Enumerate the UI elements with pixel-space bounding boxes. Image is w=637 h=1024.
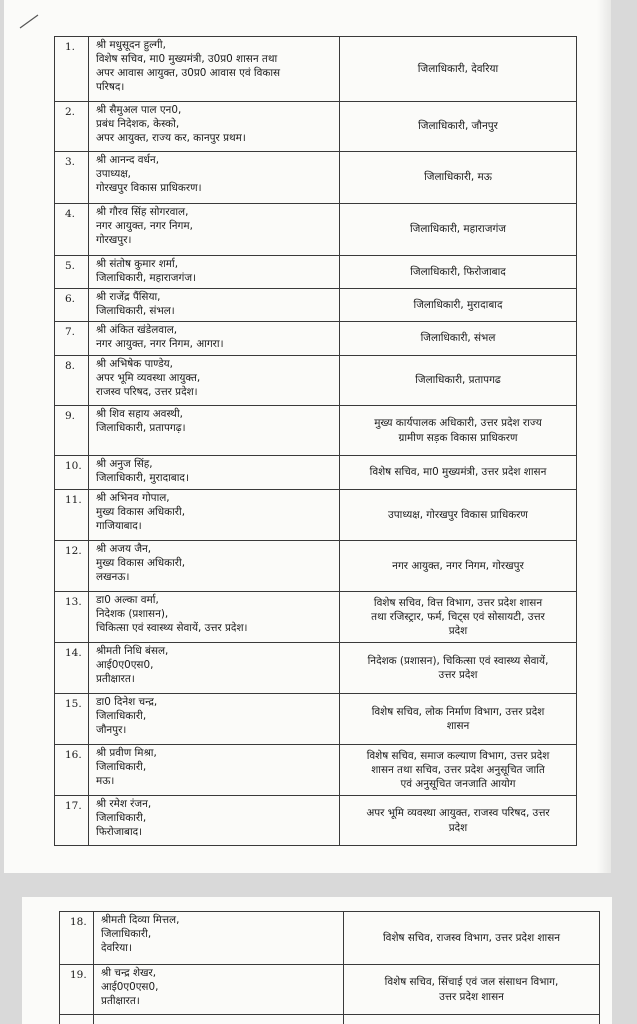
serial-number: 9. <box>55 406 89 456</box>
new-posting <box>344 965 600 1015</box>
posting-line: विशेष सचिव, समाज कल्याण विभाग, उत्तर प्रदेश <box>366 749 550 762</box>
officer-name-current-post <box>89 256 340 289</box>
new-posting <box>340 541 577 592</box>
officer-line: परिषद। <box>96 81 125 94</box>
transfer-table-continued <box>59 911 600 1024</box>
officer-name-current-post <box>94 1015 344 1024</box>
serial-number: 7. <box>55 322 89 356</box>
officer-name-current-post <box>94 912 344 965</box>
officer-line: श्री अजय जैन, <box>96 543 152 555</box>
new-posting <box>340 37 577 102</box>
officer-line: श्री अभिनव गोपाल, <box>96 492 170 504</box>
new-posting <box>340 456 577 490</box>
new-posting <box>344 912 600 965</box>
officer-name-current-post <box>89 406 340 456</box>
new-posting <box>340 592 577 643</box>
serial-number: 6. <box>55 289 89 322</box>
serial-number: 5. <box>55 256 89 289</box>
officer-line: विशेष सचिव, मा0 मुख्यमंत्री, उ0प्र0 शासन तथा <box>96 53 278 66</box>
officer-line: श्रीमती दिव्या मित्तल, <box>101 914 180 926</box>
officer-line: श्री गौरव सिंह सोगरवाल, <box>96 206 189 218</box>
officer-line: जिलाधिकारी, मुरादाबाद। <box>96 472 189 485</box>
officer-name-current-post <box>89 456 340 490</box>
posting-line: विशेष सचिव, सिंचाई एवं जल संसाधन विभाग, <box>384 976 559 989</box>
officer-name-current-post <box>89 643 340 694</box>
table-row <box>55 152 577 204</box>
serial-number: 16. <box>55 745 89 796</box>
officer-name-current-post <box>89 204 340 256</box>
officer-name-current-post <box>89 592 340 643</box>
officer-line: नगर आयुक्त, नगर निगम, आगरा। <box>96 338 224 351</box>
page-edge <box>597 0 611 873</box>
posting-line: जिलाधिकारी, फिरोजाबाद <box>410 265 506 278</box>
officer-line: जिलाधिकारी, <box>96 812 147 825</box>
officer-line: श्री आनन्द वर्धन, <box>96 154 160 166</box>
serial-number <box>60 1015 94 1024</box>
officer-line: जिलाधिकारी, <box>101 928 152 941</box>
posting-line: ग्रामीण सड़क विकास प्राधिकरण <box>398 431 518 444</box>
officer-line: डा0 दिनेश चन्द्र, <box>96 696 158 708</box>
officer-line: राजस्व परिषद, उत्तर प्रदेश। <box>96 386 198 399</box>
officer-line: प्रतीक्षारत। <box>101 995 140 1008</box>
new-posting <box>340 289 577 322</box>
officer-line: देवरिया। <box>101 942 132 955</box>
officer-line: श्री अंकित खंडेलवाल, <box>96 324 178 336</box>
posting-line: जिलाधिकारी, देवरिया <box>417 62 499 75</box>
posting-line: अपर भूमि व्यवस्था आयुक्त, राजस्व परिषद, उत्तर <box>366 807 550 820</box>
transfer-table <box>54 36 577 846</box>
posting-line: प्रदेश <box>448 821 468 834</box>
officer-line: श्री रमेश रंजन, <box>96 798 152 810</box>
officer-line: मुख्य विकास अधिकारी, <box>96 557 186 570</box>
serial-number: 8. <box>55 356 89 406</box>
table-row <box>55 643 577 694</box>
officer-name-current-post <box>89 694 340 745</box>
officer-line: चिकित्सा एवं स्वास्थ्य सेवायें, उत्तर प्रदेश। <box>96 622 248 635</box>
officer-line: गोरखपुर विकास प्राधिकरण। <box>96 182 202 195</box>
officer-line: निदेशक (प्रशासन), <box>96 608 169 621</box>
pen-mark-icon <box>18 12 40 30</box>
table-row <box>60 965 600 1015</box>
officer-line: आई0ए0एस0, <box>96 659 154 672</box>
posting-line: उत्तर प्रदेश शासन <box>439 990 504 1003</box>
officer-line: श्री अभिषेक पाण्डेय, <box>96 358 173 370</box>
posting-line: निदेशक (प्रशासन), चिकित्सा एवं स्वास्थ्य सेवायें, <box>367 654 549 667</box>
officer-name-current-post <box>89 322 340 356</box>
new-posting <box>340 745 577 796</box>
posting-line: उपाध्यक्ष, गोरखपुर विकास प्राधिकरण <box>388 508 528 521</box>
officer-line: जिलाधिकारी, संभल। <box>96 305 175 318</box>
serial-number: 18. <box>60 912 94 965</box>
posting-line: जिलाधिकारी, जौनपुर <box>418 120 498 133</box>
serial-number: 13. <box>55 592 89 643</box>
posting-line: उत्तर प्रदेश <box>438 669 478 681</box>
table-row <box>55 406 577 456</box>
officer-line: अपर भूमि व्यवस्था आयुक्त, <box>96 372 201 385</box>
officer-line: जिलाधिकारी, <box>96 710 147 723</box>
officer-line: फिरोजाबाद। <box>96 826 143 839</box>
officer-line: जिलाधिकारी, प्रतापगढ़। <box>96 422 186 435</box>
posting-line: शासन तथा सचिव, उत्तर प्रदेश अनुसूचित जाति <box>371 763 545 776</box>
officer-line: प्रतीक्षारत। <box>96 673 135 686</box>
officer-name-current-post <box>89 152 340 204</box>
posting-line: तथा रजिस्ट्रार, फर्म, चिट्स एवं सोसायटी, उत्तर <box>371 610 545 623</box>
posting-line: जिलाधिकारी, मुरादाबाद <box>413 298 503 311</box>
new-posting <box>340 204 577 256</box>
document-page-1 <box>4 0 611 873</box>
table-row <box>55 694 577 745</box>
new-posting <box>344 1015 600 1024</box>
officer-line: जिलाधिकारी, महाराजगंज। <box>96 272 197 285</box>
officer-line: श्री प्रवीण मिश्रा, <box>96 747 157 759</box>
serial-number: 17. <box>55 796 89 846</box>
officer-name-current-post <box>94 965 344 1015</box>
table-row <box>55 256 577 289</box>
table-row <box>55 490 577 541</box>
new-posting <box>340 406 577 456</box>
officer-line: मुख्य विकास अधिकारी, <box>96 506 186 519</box>
serial-number: 11. <box>55 490 89 541</box>
table-row <box>60 1015 600 1024</box>
new-posting <box>340 256 577 289</box>
serial-number: 2. <box>55 102 89 152</box>
officer-name-current-post <box>89 541 340 592</box>
officer-line: श्री राजेंद्र पैंसिया, <box>96 291 161 303</box>
officer-line: प्रबंध निदेशक, केस्को, <box>96 118 180 131</box>
table-row <box>55 592 577 643</box>
officer-line: जिलाधिकारी, <box>96 761 147 774</box>
serial-number: 14. <box>55 643 89 694</box>
new-posting <box>340 322 577 356</box>
posting-line: विशेष सचिव, वित्त विभाग, उत्तर प्रदेश शासन <box>373 596 543 609</box>
officer-line: श्रीमती निधि बंसल, <box>96 645 169 657</box>
posting-line: जिलाधिकारी, मऊ <box>424 171 492 184</box>
posting-line: मुख्य कार्यपालक अधिकारी, उत्तर प्रदेश राज्य <box>374 417 542 430</box>
officer-line: गोरखपुर। <box>96 234 132 247</box>
posting-line: जिलाधिकारी, संभल <box>420 332 496 345</box>
officer-line: श्री अनुज सिंह, <box>96 458 153 470</box>
posting-line: जिलाधिकारी, प्रतापगढ <box>415 374 501 387</box>
serial-number: 12. <box>55 541 89 592</box>
officer-name-current-post <box>89 102 340 152</box>
posting-line: जिलाधिकारी, महाराजगंज <box>409 223 507 236</box>
new-posting <box>340 490 577 541</box>
officer-name-current-post <box>89 796 340 846</box>
officer-line: गाजियाबाद। <box>96 520 142 533</box>
officer-line: लखनऊ। <box>96 571 130 584</box>
transfer-table-body <box>55 37 577 846</box>
officer-line: श्री संतोष कुमार शर्मा, <box>96 258 179 270</box>
officer-line: मऊ। <box>96 775 115 788</box>
posting-line: प्रदेश <box>448 625 468 638</box>
serial-number: 3. <box>55 152 89 204</box>
table-row <box>55 356 577 406</box>
officer-name-current-post <box>89 356 340 406</box>
table-row <box>55 102 577 152</box>
officer-line: अपर आवास आयुक्त, उ0प्र0 आवास एवं विकास <box>96 67 281 80</box>
table-row <box>55 456 577 490</box>
officer-line: श्री शिव सहाय अवस्थी, <box>96 408 183 420</box>
officer-name-current-post <box>89 745 340 796</box>
posting-line: विशेष सचिव, मा0 मुख्यमंत्री, उत्तर प्रदेश शासन <box>369 466 547 479</box>
table-row <box>55 745 577 796</box>
officer-line: जौनपुर। <box>96 724 127 737</box>
officer-line: उपाध्यक्ष, <box>96 168 131 181</box>
posting-line: शासन <box>446 720 470 732</box>
new-posting <box>340 356 577 406</box>
officer-line: श्री चन्द्र शेखर, <box>101 967 157 979</box>
transfer-table-body <box>60 912 600 1024</box>
posting-line: एवं अनुसूचित जनजाति आयोग <box>400 778 516 791</box>
serial-number: 10. <box>55 456 89 490</box>
table-row <box>55 796 577 846</box>
new-posting <box>340 152 577 204</box>
new-posting <box>340 694 577 745</box>
officer-line: श्री मधुसूदन हुल्गी, <box>96 39 166 51</box>
officer-line: नगर आयुक्त, नगर निगम, <box>96 220 193 233</box>
officer-line: श्री सैमुअल पाल एन0, <box>96 104 182 116</box>
table-row <box>55 541 577 592</box>
table-row <box>55 37 577 102</box>
officer-line: डा0 अल्का वर्मा, <box>96 594 159 606</box>
officer-line: आई0ए0एस0, <box>101 981 159 994</box>
officer-name-current-post <box>89 289 340 322</box>
document-page-2 <box>22 897 612 1024</box>
serial-number: 1. <box>55 37 89 102</box>
new-posting <box>340 796 577 846</box>
officer-name-current-post <box>89 37 340 102</box>
serial-number: 15. <box>55 694 89 745</box>
officer-line: अपर आयुक्त, राज्य कर, कानपुर प्रथम। <box>96 132 246 145</box>
serial-number: 4. <box>55 204 89 256</box>
posting-line: नगर आयुक्त, नगर निगम, गोरखपुर <box>392 559 524 572</box>
new-posting <box>340 643 577 694</box>
new-posting <box>340 102 577 152</box>
officer-name-current-post <box>89 490 340 541</box>
table-row <box>55 289 577 322</box>
posting-line: विशेष सचिव, राजस्व विभाग, उत्तर प्रदेश शासन <box>382 931 560 944</box>
table-row <box>55 322 577 356</box>
table-row <box>60 912 600 965</box>
table-row <box>55 204 577 256</box>
serial-number: 19. <box>60 965 94 1015</box>
posting-line: विशेष सचिव, लोक निर्माण विभाग, उत्तर प्रदेश <box>371 705 545 718</box>
